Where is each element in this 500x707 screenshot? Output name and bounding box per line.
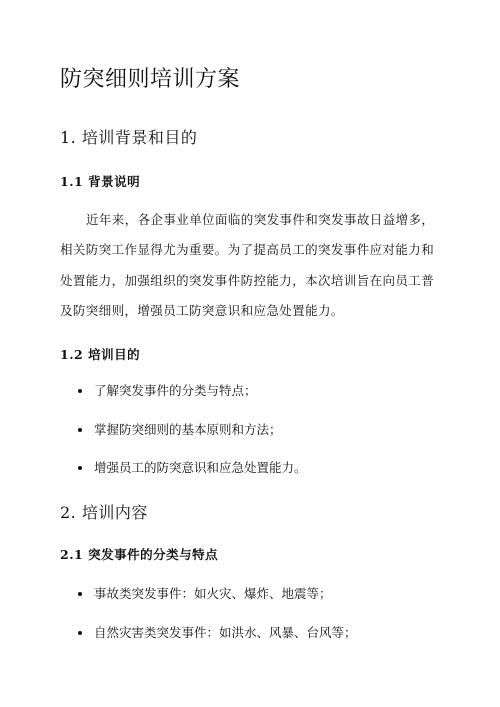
subsection-1-1-heading: 1.1 背景说明 [60, 174, 141, 189]
list-item-text: 自然灾害类突发事件：如洪水、风暴、台风等； [94, 625, 357, 640]
list-item-text: 事故类突发事件：如火灾、爆炸、地震等； [94, 586, 332, 601]
list-item-text: 增强员工的防突意识和应急处置能力。 [94, 460, 307, 475]
document-title: 防突细则培训方案 [60, 67, 241, 92]
section-2-heading: 2. 培训内容 [60, 503, 148, 522]
list-item [78, 623, 357, 641]
paragraph-line-3: 处置能力，加强组织的突发事件防控能力，本次培训旨在向员工普 [60, 273, 435, 288]
list-item [78, 381, 257, 399]
paragraph-line-4: 及防突细则，增强员工防突意识和应急处置能力。 [60, 303, 344, 318]
list-item [78, 420, 282, 438]
section-1-heading: 1. 培训背景和目的 [60, 128, 198, 147]
bullet-icon [78, 592, 82, 596]
paragraph-line-1: 近年来，各企事业单位面临的突发事件和突发事故日益增多， [86, 212, 435, 227]
paragraph-line-2: 相关防突工作显得尤为重要。为了提高员工的突发事件应对能力和 [60, 242, 435, 257]
bullet-icon [78, 389, 82, 393]
list-item-text: 掌握防突细则的基本原则和方法； [94, 422, 282, 437]
list-item [78, 458, 307, 476]
list-item [78, 584, 332, 602]
bullet-icon [78, 428, 82, 432]
subsection-2-1-heading: 2.1 突发事件的分类与特点 [60, 547, 219, 562]
subsection-1-2-heading: 1.2 培训目的 [60, 347, 141, 362]
list-item-text: 了解突发事件的分类与特点； [94, 383, 257, 398]
bullet-icon [78, 631, 82, 635]
bullet-icon [78, 466, 82, 470]
